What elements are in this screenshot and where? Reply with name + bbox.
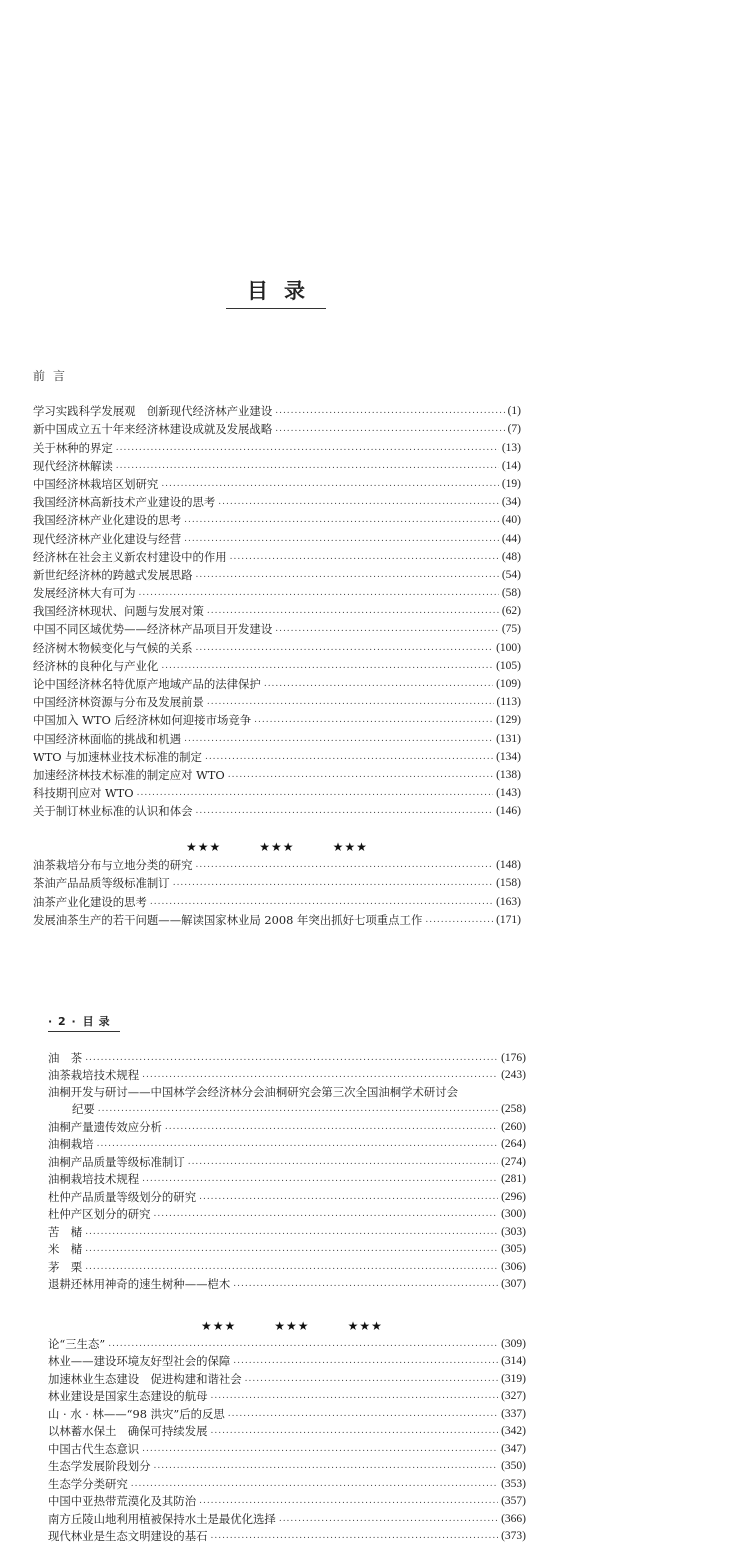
header-title: 目录	[82, 1015, 115, 1028]
toc-entry[interactable]	[48, 1206, 526, 1224]
dot-leader	[131, 1476, 498, 1493]
dot-leader	[279, 1511, 498, 1528]
dot-leader	[161, 657, 493, 675]
toc-entry[interactable]	[33, 602, 521, 620]
toc-entry-title: 茅 栗	[48, 1259, 83, 1274]
dot-leader	[85, 1259, 498, 1276]
toc-entry-page: (303)	[501, 1225, 526, 1238]
toc-entry-title: 现代林业是生态文明建设的基石	[48, 1529, 208, 1543]
toc-entry[interactable]	[33, 438, 521, 456]
toc-entry-title: 油茶栽培技术规程	[48, 1068, 140, 1082]
toc-entry[interactable]	[33, 675, 521, 693]
toc-entry[interactable]	[48, 1423, 526, 1441]
star-group: ★★★	[347, 1319, 383, 1333]
toc-entry-page: (176)	[501, 1051, 526, 1064]
dot-leader	[98, 1101, 498, 1118]
dot-leader	[142, 1067, 498, 1084]
toc-entry-title: 我国经济林产业化建设的思考	[33, 513, 182, 528]
toc-entry-page: (353)	[501, 1477, 526, 1490]
toc-entry[interactable]	[33, 620, 521, 638]
toc-entry[interactable]	[33, 711, 521, 729]
toc-entry[interactable]	[48, 1405, 526, 1423]
toc-entry-title: 生态学发展阶段划分	[48, 1459, 151, 1473]
dot-leader	[264, 675, 493, 693]
toc-entry-title: 油桐产品质量等级标准制订	[48, 1154, 185, 1169]
dot-leader	[108, 1336, 498, 1353]
toc-entry-title: 油桐产量遗传效应分析	[48, 1119, 162, 1134]
dot-leader	[137, 784, 493, 802]
toc-section-1	[33, 402, 521, 820]
toc-entry[interactable]	[48, 1049, 526, 1067]
toc-entry-page: (34)	[501, 496, 521, 509]
toc-entry[interactable]	[48, 1440, 526, 1458]
toc-entry[interactable]	[33, 493, 521, 511]
toc-entry-page: (300)	[501, 1208, 526, 1220]
toc-entry-page: (281)	[501, 1173, 526, 1185]
toc-entry-page: (131)	[496, 732, 521, 745]
toc-entry-page: (307)	[501, 1278, 526, 1290]
toc-entry-title: 油茶栽培分布与立地分类的研究	[33, 858, 193, 873]
toc-entry-title: 发展经济林大有可为	[33, 586, 136, 601]
toc-entry-title: 中国经济林面临的挑战和机遇	[33, 731, 182, 746]
toc-entry-page: (7)	[507, 423, 521, 436]
toc-entry[interactable]	[33, 729, 521, 747]
toc-entry-page: (54)	[501, 568, 521, 581]
section-divider-stars	[186, 840, 406, 854]
toc-entry-title: 经济林在社会主义新农村建设中的作用	[33, 549, 227, 564]
toc-entry-title: 山 · 水 · 林——“98 洪灾”后的反思	[48, 1406, 225, 1421]
toc-entry[interactable]	[48, 1458, 526, 1476]
toc-entry-page: (146)	[496, 805, 521, 818]
toc-entry-title: 中国经济林资源与分布及发展前景	[33, 695, 204, 710]
toc-entry[interactable]	[33, 566, 521, 584]
toc-entry-title: 论“三生态”	[48, 1336, 106, 1351]
toc-entry[interactable]	[33, 584, 521, 602]
dot-leader	[85, 1050, 498, 1067]
toc-entry-title: 学习实践科学发展观 创新现代经济林产业建设	[33, 404, 273, 419]
toc-section-2	[33, 856, 521, 929]
dot-leader	[161, 475, 499, 493]
toc-entry[interactable]	[48, 1223, 526, 1241]
toc-entry-page: (58)	[501, 587, 521, 600]
toc-entry-page: (158)	[496, 877, 521, 890]
toc-entry-page: (274)	[501, 1155, 526, 1168]
toc-entry-page: (327)	[501, 1390, 526, 1402]
toc-entry[interactable]	[48, 1118, 526, 1136]
toc-entry[interactable]	[48, 1171, 526, 1189]
dot-leader	[165, 1119, 498, 1136]
toc-entry-title: 新世纪经济林的跨越式发展思路	[33, 567, 193, 582]
toc-entry-page: (171)	[496, 913, 521, 926]
page-number: · 2 ·	[48, 1015, 77, 1028]
toc-entry-page: (134)	[496, 750, 521, 763]
toc-entry-title: 现代经济林产业化建设与经营	[33, 531, 182, 546]
toc-entry[interactable]	[33, 911, 521, 929]
toc-entry-page: (148)	[496, 859, 521, 872]
toc-entry-title: 杜仲产品质量等级划分的研究	[48, 1189, 197, 1204]
toc-entry-title: 退耕还林用神奇的速生树种——桤木	[48, 1277, 231, 1291]
toc-entry[interactable]	[33, 420, 521, 438]
dot-leader	[230, 548, 499, 566]
dot-leader	[254, 711, 493, 729]
page-title: 目录	[226, 280, 326, 309]
toc-entry-page: (350)	[501, 1460, 526, 1472]
toc-entry[interactable]	[48, 1258, 526, 1276]
dot-leader	[275, 402, 504, 420]
toc-entry-title: 发展油茶生产的若干问题——解读国家林业局 2008 年突出抓好七项重点工作	[33, 912, 423, 927]
toc-entry[interactable]	[48, 1493, 526, 1511]
toc-entry[interactable]	[33, 784, 521, 802]
toc-entry-title: 生态学分类研究	[48, 1476, 128, 1491]
toc-entry-title: 茶油产品品质等级标准制订	[33, 876, 170, 891]
toc-entry-page: (342)	[501, 1425, 526, 1437]
toc-entry-title-continued: 纪要	[72, 1102, 95, 1116]
dot-leader	[199, 1493, 498, 1510]
star-group: ★★★	[201, 1319, 237, 1333]
toc-entry-page: (75)	[501, 623, 521, 636]
dot-leader	[233, 1276, 498, 1293]
preface-entry[interactable]: 前言	[33, 369, 74, 383]
dot-leader	[154, 1206, 499, 1223]
toc-entry-page: (337)	[501, 1407, 526, 1420]
toc-entry-page: (357)	[501, 1495, 526, 1507]
toc-entry-title: 经济林的良种化与产业化	[33, 658, 159, 673]
toc-entry[interactable]	[48, 1388, 526, 1406]
dot-leader	[228, 766, 493, 784]
toc-entry[interactable]	[33, 529, 521, 547]
toc-entry-page: (264)	[501, 1138, 526, 1150]
toc-entry[interactable]	[33, 402, 521, 420]
dot-leader	[150, 893, 493, 911]
toc-entry-title: 现代经济林解读	[33, 458, 113, 473]
toc-entry[interactable]	[48, 1136, 526, 1154]
toc-entry[interactable]	[33, 657, 521, 675]
toc-entry[interactable]	[48, 1188, 526, 1206]
toc-entry-title: 米 槠	[48, 1242, 83, 1256]
toc-entry-page: (296)	[501, 1190, 526, 1203]
toc-entry[interactable]	[33, 892, 521, 910]
toc-entry[interactable]	[33, 457, 521, 475]
section-divider-stars	[201, 1319, 421, 1333]
toc-entry-page: (138)	[496, 768, 521, 781]
dot-leader	[207, 693, 494, 711]
dot-leader	[275, 620, 499, 638]
toc-entry-page: (129)	[496, 714, 521, 727]
toc-entry[interactable]	[33, 856, 521, 874]
dot-leader	[199, 1189, 498, 1206]
toc-entry-page: (19)	[501, 477, 521, 490]
dot-leader	[233, 1353, 498, 1370]
dot-leader	[184, 730, 493, 748]
dot-leader	[195, 802, 493, 820]
toc-entry-page: (366)	[501, 1512, 526, 1525]
dot-leader	[228, 1406, 498, 1423]
star-group: ★★★	[186, 840, 222, 854]
dot-leader	[207, 602, 499, 620]
toc-entry[interactable]	[48, 1241, 526, 1259]
dot-leader	[142, 1171, 498, 1188]
toc-entry-title: 油桐栽培技术规程	[48, 1172, 140, 1186]
page-header	[48, 1013, 120, 1032]
toc-entry[interactable]	[48, 1084, 526, 1118]
toc-entry[interactable]	[33, 874, 521, 892]
toc-entry[interactable]	[33, 802, 521, 820]
dot-leader	[218, 493, 499, 511]
dot-leader	[116, 439, 499, 457]
toc-entry-page: (243)	[501, 1069, 526, 1081]
toc-entry-title: 我国经济林高新技术产业建设的思考	[33, 495, 216, 510]
toc-entry-page: (314)	[501, 1355, 526, 1367]
toc-entry-title: 经济树木物候变化与气候的关系	[33, 640, 193, 655]
toc-entry[interactable]	[48, 1276, 526, 1294]
toc-entry-title: 油 茶	[48, 1050, 83, 1065]
toc-entry[interactable]	[48, 1335, 526, 1353]
toc-entry-title: 科技期刊应对 WTO	[33, 786, 134, 801]
toc-entry[interactable]	[48, 1370, 526, 1388]
toc-entry-title: 林业建设是国家生态建设的航母	[48, 1389, 208, 1403]
toc-entry-page: (13)	[501, 441, 521, 454]
toc-entry-title: 油茶产业化建设的思考	[33, 894, 147, 909]
toc-entry[interactable]	[48, 1475, 526, 1493]
dot-leader	[210, 1528, 498, 1545]
toc-entry-title: 加速林业生态建设 促进构建和谐社会	[48, 1371, 242, 1386]
toc-entry-page: (306)	[501, 1260, 526, 1273]
toc-entry-page: (163)	[496, 895, 521, 908]
toc-entry-title: 中国经济林栽培区划研究	[33, 476, 159, 491]
toc-entry[interactable]	[33, 748, 521, 766]
toc-entry-title: 油桐栽培	[48, 1137, 94, 1151]
toc-entry-title: 中国不同区域优势——经济林产品项目开发建设	[33, 622, 273, 637]
toc-entry-title: 论中国经济林名特优原产地域产品的法律保护	[33, 677, 261, 691]
toc-entry[interactable]	[48, 1353, 526, 1371]
toc-entry[interactable]	[33, 548, 521, 566]
dot-leader	[85, 1224, 498, 1241]
dot-leader	[142, 1441, 498, 1458]
toc-entry-page: (48)	[501, 550, 521, 563]
toc-entry-title: 加速经济林技术标准的制定应对 WTO	[33, 767, 225, 782]
toc-entry-page: (305)	[501, 1243, 526, 1255]
toc-entry-page: (62)	[501, 605, 521, 618]
toc-entry-title: 杜仲产区划分的研究	[48, 1207, 151, 1221]
dot-leader	[195, 566, 498, 584]
toc-entry-title: 以林蓄水保土 确保可持续发展	[48, 1424, 208, 1438]
dot-leader	[188, 1154, 498, 1171]
toc-entry-page: (44)	[501, 532, 521, 545]
star-group: ★★★	[332, 840, 368, 854]
toc-entry-title: 关于林种的界定	[33, 440, 113, 455]
dot-leader	[245, 1371, 498, 1388]
toc-entry-page: (100)	[496, 641, 521, 654]
toc-entry[interactable]	[48, 1528, 526, 1546]
dot-leader	[210, 1388, 498, 1405]
toc-entry-page: (14)	[501, 459, 521, 472]
dot-leader	[425, 911, 493, 929]
toc-entry[interactable]	[33, 693, 521, 711]
toc-entry-title: 中国中亚热带荒漠化及其防治	[48, 1494, 197, 1508]
toc-entry-page: (109)	[496, 678, 521, 690]
dot-leader	[85, 1241, 498, 1258]
dot-leader	[97, 1136, 499, 1153]
dot-leader	[184, 530, 499, 548]
toc-entry-title: 中国加入 WTO 后经济林如何迎接市场竞争	[33, 713, 252, 728]
toc-entry[interactable]	[33, 475, 521, 493]
dot-leader	[205, 748, 493, 766]
toc-entry-title: 南方丘陵山地利用植被保持水土是最优化选择	[48, 1511, 276, 1526]
toc-entry[interactable]	[33, 638, 521, 656]
toc-entry-page: (40)	[501, 514, 521, 527]
toc-entry-title: 我国经济林现状、问题与发展对策	[33, 604, 204, 619]
toc-entry-title: 关于制订林业标准的认识和体会	[33, 804, 193, 819]
toc-entry-page: (258)	[501, 1103, 526, 1115]
dot-leader	[116, 457, 499, 475]
toc-entry-page: (319)	[501, 1372, 526, 1385]
toc-entry-page: (113)	[496, 696, 521, 709]
toc-entry-title: 中国古代生态意识	[48, 1441, 140, 1456]
toc-entry-title: 林业——建设环境友好型社会的保障	[48, 1354, 231, 1368]
star-group: ★★★	[274, 1319, 310, 1333]
toc-entry-page: (373)	[501, 1530, 526, 1542]
dot-leader	[173, 874, 493, 892]
toc-entry-title: 苦 槠	[48, 1224, 83, 1239]
dot-leader	[210, 1423, 498, 1440]
toc-entry[interactable]	[48, 1153, 526, 1171]
toc-entry-page: (347)	[501, 1442, 526, 1455]
toc-section-3	[48, 1049, 526, 1293]
dot-leader	[184, 511, 499, 529]
toc-entry-continuation	[48, 1101, 526, 1118]
toc-entry[interactable]	[33, 511, 521, 529]
dot-leader	[139, 584, 499, 602]
toc-entry[interactable]	[48, 1067, 526, 1085]
toc-entry-page: (260)	[501, 1120, 526, 1133]
toc-entry-page: (143)	[496, 787, 521, 800]
toc-entry[interactable]	[48, 1510, 526, 1528]
dot-leader	[195, 856, 493, 874]
toc-entry-page: (1)	[507, 405, 521, 418]
toc-section-4	[48, 1335, 526, 1545]
star-group: ★★★	[259, 840, 295, 854]
toc-entry-title: 油桐开发与研讨——中国林学会经济林分会油桐研究会第三次全国油桐学术研讨会	[48, 1085, 459, 1099]
toc-entry-title: 新中国成立五十年来经济林建设成就及发展战略	[33, 422, 273, 437]
toc-entry-title: WTO 与加速林业技术标准的制定	[33, 749, 202, 764]
dot-leader	[195, 639, 493, 657]
toc-entry-page: (105)	[496, 659, 521, 672]
toc-entry-page: (309)	[501, 1337, 526, 1350]
dot-leader	[275, 420, 504, 438]
toc-entry[interactable]	[33, 766, 521, 784]
dot-leader	[154, 1458, 499, 1475]
